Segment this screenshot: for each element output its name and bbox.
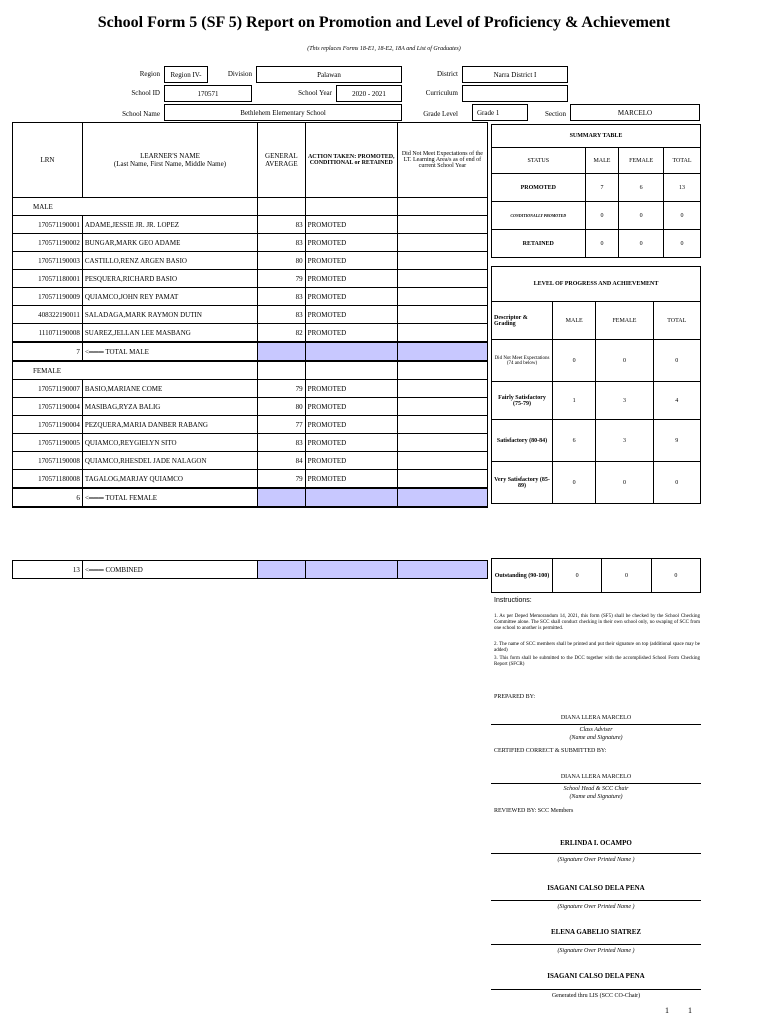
learner-average: 83 [258,216,306,234]
grade-level-label: Grade Level [423,110,458,118]
learner-name: QUIAMCO,RHESDEL JADE NALAGON [82,452,257,470]
learner-lrn: 170571190002 [13,234,83,252]
instruction-item: 1. As per Deped Memorandum 14, 2021, this form (SF5) shall be checked by the School Checking Committee alone. The SCC shall conduct checking in their own school only, no swaping of SCC from one school to another is permitted. [494,614,700,631]
total-male-row [13,342,488,361]
learner-did-not-meet [397,288,487,306]
progress-row [492,340,701,382]
table-header-row [13,123,488,198]
scc-member-name: ELENA GABELIO SIATREZ [550,928,642,936]
scc-member-sub: (Signature Over Printed Name ) [557,948,635,954]
progress-total: 0 [653,340,700,382]
learner-average: 83 [258,234,306,252]
total-male-label [82,342,257,361]
learner-average: 79 [258,470,306,489]
signature-line [491,989,701,990]
learner-did-not-meet [397,252,487,270]
total-female-label [82,488,257,507]
page-total: 1 [688,1006,692,1015]
learner-row [13,306,488,324]
learner-row [13,452,488,470]
prepared-by-label: PREPARED BY: [494,694,536,700]
combined-row [13,561,488,579]
learner-lrn: 170571190005 [13,434,83,452]
progress-descriptor: Fairly Satisfactory (75-79) [492,382,553,420]
progress-descriptor: Outstanding (90-100) [492,559,553,593]
female-label-row [13,361,488,380]
district-label: District [437,70,458,78]
region-label: Region [139,70,160,78]
learner-action: PROMOTED [305,380,397,398]
progress-descriptor: Very Satisfactory (85-89) [492,462,553,504]
learner-lrn: 170571190008 [13,452,83,470]
instruction-item: 2. The name of SCC members shall be printed and put their signature on top (additional space may be added) [494,642,700,653]
learner-action: PROMOTED [305,252,397,270]
arrow-left-icon: <═══ [84,565,104,574]
learner-average: 83 [258,434,306,452]
page-current: 1 [665,1006,669,1015]
school-id-label: School ID [131,89,160,97]
signature-line [491,853,701,854]
combined-table [12,560,488,579]
male-rows [13,216,488,343]
school-name-value: Bethlehem Elementary School [164,104,402,121]
certified-sub: (Name and Signature) [569,794,623,800]
curriculum-value [462,85,568,102]
progress-male: 0 [553,559,602,593]
learner-lrn: 170571190009 [13,288,83,306]
learner-name: PESQUERA,RICHARD BASIO [82,270,257,288]
progress-male: 0 [553,462,596,504]
division-value: Palawan [256,66,402,83]
instruction-item: 3. This form shall be submitted to the DCC together with the accomplished School Form Checking Report (SFCR) [494,656,700,667]
summary-total-header: TOTAL [663,148,700,174]
summary-status: PROMOTED [492,174,586,202]
progress-total: 9 [653,420,700,462]
learner-name: TAGALOG,MARJAY QUIAMCO [82,470,257,489]
learner-name: BASIO,MARIANE COME [82,380,257,398]
learner-did-not-meet [397,380,487,398]
school-name-label: School Name [122,110,160,118]
name-header [82,123,257,198]
certified-label: CERTIFIED CORRECT & SUBMITTED BY: [494,748,607,754]
section-value: MARCELO [570,104,700,121]
summary-total: 0 [663,202,700,230]
combined-label [82,561,257,579]
prepared-by-role: Class Adviser [579,727,613,733]
scc-member-name: ISAGANI CALSO DELA PENA [547,972,645,980]
progress-row [492,420,701,462]
summary-status: CONDITIONALLY PROMOTED [492,202,586,230]
progress-total: 0 [653,462,700,504]
total-male-text: TOTAL MALE [105,347,149,356]
learner-average: 83 [258,288,306,306]
learner-average: 80 [258,252,306,270]
total-female-text: TOTAL FEMALE [105,493,158,502]
learner-name: QUIAMCO,JOHN REY PAMAT [82,288,257,306]
summary-row [492,202,701,230]
certified-name: DIANA LLERA MARCELO [560,774,632,780]
school-year-label: School Year [298,89,332,97]
learner-name: MASIBAG,RYZA BALIG [82,398,257,416]
prepared-by-name: DIANA LLERA MARCELO [560,715,632,721]
progress-title: LEVEL OF PROGRESS AND ACHIEVEMENT [492,267,701,302]
certified-role: School Head & SCC Chair [563,786,629,792]
learner-row [13,216,488,234]
learner-lrn: 170571190004 [13,416,83,434]
progress-female: 3 [596,420,653,462]
progress-rows-continued [492,559,701,593]
curriculum-label: Curriculum [425,89,458,97]
learner-did-not-meet [397,234,487,252]
learner-name: SUAREZ,JELLAN LEE MASBANG [82,324,257,343]
action-taken-header: ACTION TAKEN: PROMOTED, CONDITIONAL or RETAINED [305,123,397,198]
learner-average: 82 [258,324,306,343]
summary-female: 6 [619,174,664,202]
region-value: Region IV- [164,66,208,83]
learner-did-not-meet [397,434,487,452]
progress-female: 0 [596,462,653,504]
signature-line [491,944,701,945]
division-label: Division [227,70,252,78]
progress-row [492,382,701,420]
name-header-title: LEARNER'S NAME [140,152,200,160]
learner-action: PROMOTED [305,452,397,470]
learner-action: PROMOTED [305,434,397,452]
progress-descriptor-header: Descriptor & Grading [492,302,553,340]
progress-total-header: TOTAL [653,302,700,340]
total-female-row [13,488,488,507]
learner-lrn: 111071190008 [13,324,83,343]
scc-member-sub: (Signature Over Printed Name ) [557,904,635,910]
summary-female: 0 [619,202,664,230]
learner-average: 84 [258,452,306,470]
learner-lrn: 170571180008 [13,470,83,489]
summary-header-row [492,148,701,174]
progress-female-header: FEMALE [596,302,653,340]
learner-average: 79 [258,270,306,288]
learner-row [13,324,488,343]
male-label: MALE [13,198,258,216]
form-title: School Form 5 (SF 5) Report on Promotion and Level of Proficiency & Achievement [97,14,671,31]
summary-status: RETAINED [492,230,586,258]
prepared-by-sub: (Name and Signature) [569,735,623,741]
learner-row [13,234,488,252]
combined-count: 13 [13,561,83,579]
summary-male: 7 [585,174,619,202]
progress-female: 0 [596,340,653,382]
reviewed-label: REVIEWED BY: SCC Members [494,808,574,814]
summary-table [491,124,701,258]
learner-action: PROMOTED [305,398,397,416]
learner-did-not-meet [397,470,487,489]
lrn-header: LRN [13,123,83,198]
progress-header-row [492,302,701,340]
progress-table [491,266,701,504]
school-id-value: 170571 [164,85,252,102]
learner-name: ADAME,JESSIE JR. JR. LOPEZ [82,216,257,234]
progress-male: 1 [553,382,596,420]
learner-row [13,434,488,452]
signature-line [491,783,701,784]
summary-rows [492,174,701,258]
progress-male-header: MALE [553,302,596,340]
male-label-row [13,198,488,216]
learner-row [13,416,488,434]
form-subtitle: (This replaces Forms 18-E1, 18-E2, 18A and List of Graduates) [307,46,461,52]
signature-line [491,724,701,725]
learner-action: PROMOTED [305,306,397,324]
summary-male: 0 [585,230,619,258]
signature-line [491,900,701,901]
scc-member-sub: (Signature Over Printed Name ) [557,857,635,863]
summary-female-header: FEMALE [619,148,664,174]
progress-female: 3 [596,382,653,420]
name-header-sub: (Last Name, First Name, Middle Name) [113,160,227,168]
learner-average: 79 [258,380,306,398]
progress-male: 0 [553,340,596,382]
arrow-left-icon: <═══ [84,347,104,356]
learner-did-not-meet [397,216,487,234]
learner-did-not-meet [397,416,487,434]
learner-action: PROMOTED [305,416,397,434]
learner-action: PROMOTED [305,324,397,343]
learner-lrn: 170571190007 [13,380,83,398]
summary-female: 0 [619,230,664,258]
learner-average: 77 [258,416,306,434]
summary-status-header: STATUS [492,148,586,174]
learner-did-not-meet [397,452,487,470]
learner-lrn: 170571180001 [13,270,83,288]
total-male-count: 7 [13,342,83,361]
progress-row [492,462,701,504]
learner-action: PROMOTED [305,288,397,306]
learner-did-not-meet [397,270,487,288]
total-female-count: 6 [13,488,83,507]
learner-row [13,470,488,489]
grade-level-value: Grade 1 [472,104,528,121]
learner-name: CASTILLO,RENZ ARGEN BASIO [82,252,257,270]
learner-did-not-meet [397,306,487,324]
learner-name: PEZQUERA,MARIA DANBER RABANG [82,416,257,434]
summary-row [492,230,701,258]
progress-row [492,559,701,593]
scc-member-name: ERLINDA I. OCAMPO [560,839,632,847]
learner-action: PROMOTED [305,216,397,234]
instructions-heading: Instructions: [494,597,532,604]
learner-lrn: 170571190003 [13,252,83,270]
progress-total: 4 [653,382,700,420]
school-year-value: 2020 - 2021 [336,85,402,102]
learner-row [13,252,488,270]
summary-total: 13 [663,174,700,202]
progress-rows [492,340,701,504]
learners-table [12,122,488,508]
learner-action: PROMOTED [305,270,397,288]
summary-row [492,174,701,202]
learner-average: 83 [258,306,306,324]
general-average-header: GENERAL AVERAGE [258,123,306,198]
progress-descriptor: Did Not Meet Expectations (74 and below) [492,340,553,382]
district-value: Narra District I [462,66,568,83]
learner-row [13,398,488,416]
combined-text: COMBINED [105,565,143,574]
learner-action: PROMOTED [305,234,397,252]
progress-descriptor: Satisfactory (80-84) [492,420,553,462]
female-label: FEMALE [13,361,258,380]
scc-member-sub: Generated thru LIS (SCC CO-Chair) [551,993,641,999]
learner-name: QUIAMCO,REYGIELYN SITO [82,434,257,452]
learner-lrn: 408322190011 [13,306,83,324]
learner-action: PROMOTED [305,470,397,489]
learner-average: 80 [258,398,306,416]
arrow-left-icon: <═══ [84,493,104,502]
summary-title: SUMMARY TABLE [492,125,701,148]
progress-male: 6 [553,420,596,462]
learner-name: BUNGAR,MARK GEO ADAME [82,234,257,252]
learner-row [13,380,488,398]
did-not-meet-header: Did Not Meet Expectations of the LT. Learning Area/s as of end of current School Year [397,123,487,198]
learner-row [13,288,488,306]
progress-total: 0 [651,559,700,593]
learner-lrn: 170571190001 [13,216,83,234]
progress-table-continued [491,558,701,593]
learner-did-not-meet [397,324,487,343]
learner-row [13,270,488,288]
learner-lrn: 170571190004 [13,398,83,416]
progress-female: 0 [602,559,651,593]
learner-did-not-meet [397,398,487,416]
learner-name: SALADAGA,MARK RAYMON DUTIN [82,306,257,324]
section-label: Section [545,110,566,118]
summary-total: 0 [663,230,700,258]
summary-male: 0 [585,202,619,230]
scc-member-name: ISAGANI CALSO DELA PENA [547,884,645,892]
summary-male-header: MALE [585,148,619,174]
female-rows [13,380,488,489]
